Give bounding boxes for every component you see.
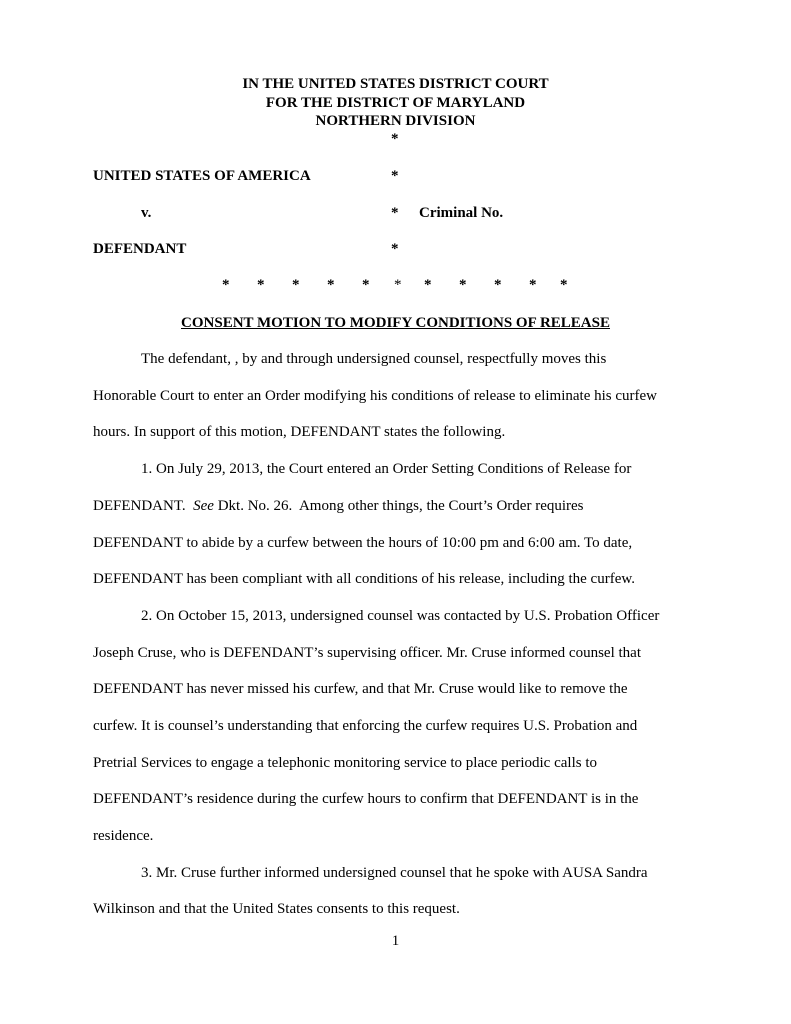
body-line: DEFENDANT’s residence during the curfew hours to confirm that DEFENDANT is in the	[93, 791, 639, 807]
separator-star: *	[560, 277, 568, 293]
defendant-name: DEFENDANT	[93, 241, 187, 257]
paragraph-3-start: 3. Mr. Cruse further informed undersigned counsel that he spoke with AUSA Sandra	[141, 865, 648, 881]
body-line: hours. In support of this motion, DEFENDANT states the following.	[93, 424, 506, 440]
citation-signal: See	[193, 498, 214, 514]
caption-star: *	[391, 168, 399, 184]
body-line: DEFENDANT to abide by a curfew between the hours of 10:00 pm and 6:00 am. To date,	[93, 535, 633, 551]
page-number: 1	[391, 933, 400, 949]
caption-star: *	[391, 241, 399, 257]
paragraph-2-start: 2. On October 15, 2013, undersigned counsel was contacted by U.S. Probation Officer	[141, 608, 660, 624]
separator-star: *	[394, 277, 402, 293]
separator-star: *	[362, 277, 370, 293]
body-text: Dkt. No. 26. Among other things, the Court’s Order requires	[213, 498, 584, 514]
separator-star: *	[327, 277, 335, 293]
court-name: IN THE UNITED STATES DISTRICT COURT	[242, 76, 549, 92]
separator-star: *	[494, 277, 502, 293]
body-line-with-citation	[93, 498, 584, 515]
case-number-label: Criminal No.	[419, 205, 504, 221]
body-line: DEFENDANT has been compliant with all conditions of his release, including the curfew.	[93, 571, 635, 587]
separator-star: *	[424, 277, 432, 293]
caption-star: *	[391, 205, 399, 221]
separator-star: *	[459, 277, 467, 293]
body-line: Wilkinson and that the United States consents to this request.	[93, 901, 460, 917]
separator-star: *	[257, 277, 265, 293]
body-line: residence.	[93, 828, 154, 844]
body-line: Joseph Cruse, who is DEFENDANT’s supervising officer. Mr. Cruse informed counsel that	[93, 645, 641, 661]
district-name: FOR THE DISTRICT OF MARYLAND	[265, 95, 526, 111]
paragraph-1-start: 1. On July 29, 2013, the Court entered an Order Setting Conditions of Release for	[141, 461, 632, 477]
separator-star: *	[292, 277, 300, 293]
body-line: curfew. It is counsel’s understanding that enforcing the curfew requires U.S. Probation and	[93, 718, 638, 734]
body-text: DEFENDANT.	[93, 498, 194, 514]
motion-title: CONSENT MOTION TO MODIFY CONDITIONS OF RELEASE	[181, 315, 610, 331]
body-line: Honorable Court to enter an Order modifying his conditions of release to eliminate his curfew	[93, 388, 658, 404]
body-line: The defendant, , by and through undersigned counsel, respectfully moves this	[141, 351, 607, 367]
separator-star: *	[222, 277, 230, 293]
versus-label: v.	[141, 205, 152, 221]
separator-star: *	[529, 277, 537, 293]
body-line: Pretrial Services to engage a telephonic monitoring service to place periodic calls to	[93, 755, 597, 771]
plaintiff-name: UNITED STATES OF AMERICA	[93, 168, 311, 184]
body-line: DEFENDANT has never missed his curfew, and that Mr. Cruse would like to remove the	[93, 681, 628, 697]
division-name: NORTHERN DIVISION	[315, 113, 476, 129]
caption-star: *	[391, 131, 399, 147]
